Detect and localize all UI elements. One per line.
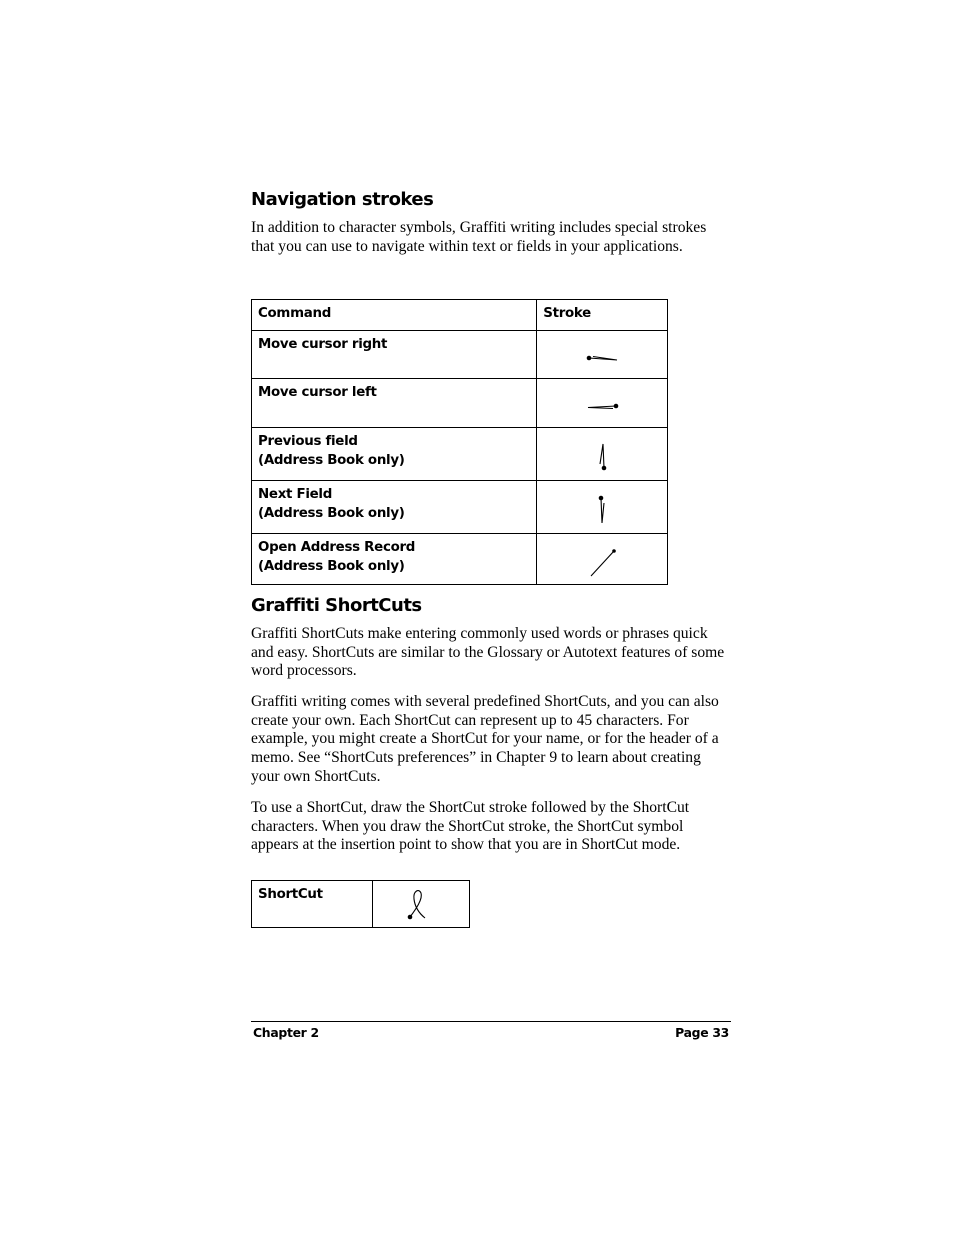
shortcut-loop-icon [373, 881, 471, 928]
command-cell [252, 481, 537, 534]
shortcuts-paragraph: Graffiti writing comes with several predefined ShortCuts, and you can also create your own. Each ShortCut can represent up to 45 characters. For example, you might create a ShortCut for your name, or for the header of a memo. See “ShortCuts preferences” in Chapter 9 to learn about creating your own ShortCuts. [251, 693, 719, 785]
shortcut-label: ShortCut [252, 881, 373, 928]
command-cell [252, 331, 537, 379]
section-heading-navigation: Navigation strokes [251, 189, 434, 210]
command-cell [252, 379, 537, 428]
stroke-up-icon [537, 428, 668, 481]
table-row [252, 331, 668, 379]
shortcut-stroke-table [251, 880, 470, 928]
stroke-cell [372, 881, 469, 928]
stroke-down-icon [537, 481, 668, 534]
command-label: Move cursor left [258, 385, 377, 400]
command-cell [252, 428, 537, 481]
table-row [252, 881, 470, 928]
shortcuts-paragraph: To use a ShortCut, draw the ShortCut stroke followed by the ShortCut characters. When you draw the ShortCut stroke, the ShortCut symbol appears at the insertion point to show that you are in ShortCut mode. [251, 799, 690, 854]
stroke-right-icon [537, 331, 668, 379]
table-row [252, 379, 668, 428]
navigation-strokes-table [251, 299, 668, 585]
command-label: Previous field [258, 434, 358, 449]
footer-page-number: Page 33 [675, 1025, 729, 1040]
shortcuts-paragraph: Graffiti ShortCuts make entering commonly used words or phrases quick and easy. ShortCuts are similar to the Glossary or Autotext features of some word processors. [251, 625, 725, 680]
footer-chapter: Chapter 2 [253, 1025, 319, 1040]
table-row [252, 428, 668, 481]
stroke-cell [537, 331, 668, 379]
header-command: Command [252, 300, 537, 331]
header-stroke: Stroke [537, 300, 668, 331]
command-note: (Address Book only) [258, 559, 405, 574]
table-header-row [252, 300, 668, 331]
stroke-cell [537, 428, 668, 481]
stroke-diagonal-icon [537, 534, 668, 585]
table-row [252, 481, 668, 534]
command-note: (Address Book only) [258, 506, 405, 521]
navigation-intro: In addition to character symbols, Graffiti writing includes special strokes that you can use to navigate within text or fields in your applications. [251, 219, 707, 255]
command-label: Move cursor right [258, 337, 388, 352]
section-heading-shortcuts: Graffiti ShortCuts [251, 595, 422, 616]
footer-rule [251, 1021, 731, 1022]
stroke-cell [537, 481, 668, 534]
stroke-left-icon [537, 379, 668, 428]
command-cell [252, 534, 537, 585]
command-label: Open Address Record [258, 540, 416, 555]
stroke-cell [537, 379, 668, 428]
table-row [252, 534, 668, 585]
command-note: (Address Book only) [258, 453, 405, 468]
command-label: Next Field [258, 487, 332, 502]
stroke-cell [537, 534, 668, 585]
